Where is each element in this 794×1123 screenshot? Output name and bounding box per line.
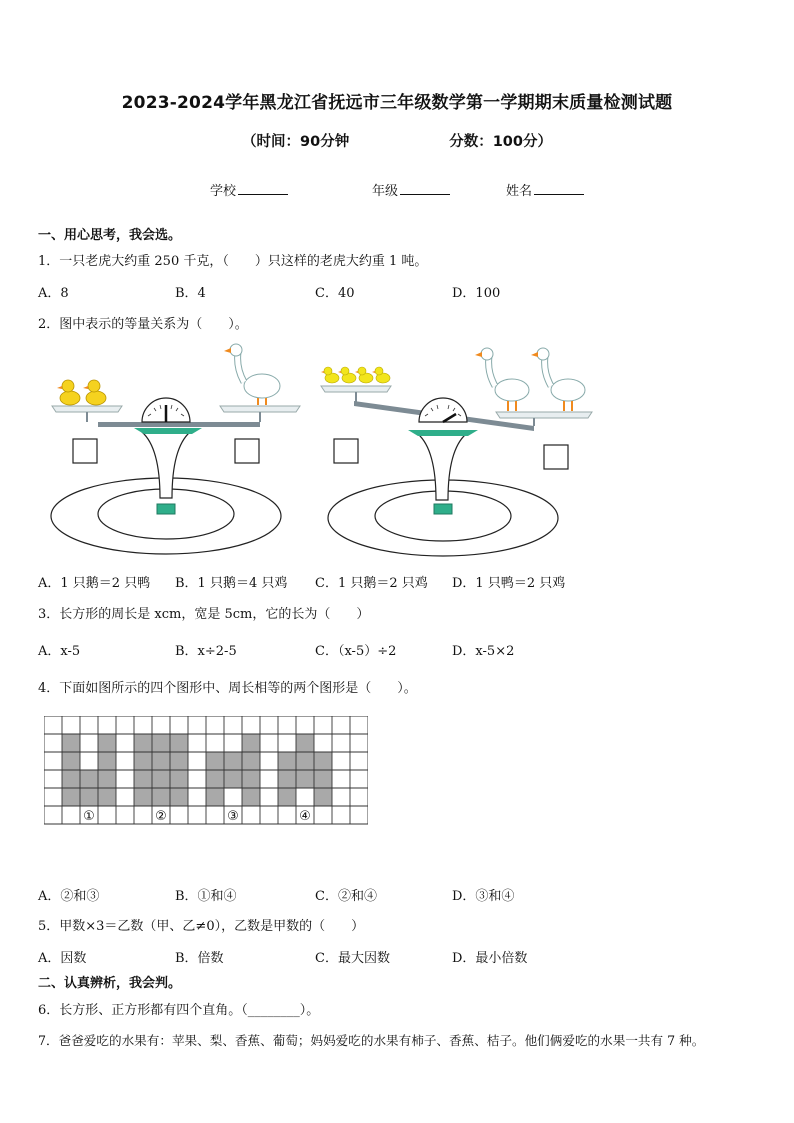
shaded-cell [242,734,260,752]
question-3: 3．长方形的周长是 xcm，宽是 5cm，它的长为（ ） [38,607,370,622]
chick-icon [355,367,373,383]
q1-option-a[interactable]: A．8 [38,286,69,301]
question-1: 1．一只老虎大约重 250 千克，（ ）只这样的老虎大约重 1 吨。 [38,254,428,269]
shape-label: ② [155,809,167,824]
q1-option-c[interactable]: C．40 [315,286,355,301]
q5-option-a[interactable]: A．因数 [38,951,87,966]
shaded-cell [314,752,332,770]
grade-field: 年级 [372,180,450,199]
shaded-cell [98,770,116,788]
q1-option-b[interactable]: B．4 [175,286,206,301]
q3-option-c[interactable]: C．（x-5）÷2 [315,644,397,659]
page-title: 2023-2024学年黑龙江省抚远市三年级数学第一学期期末质量检测试题 [121,93,673,113]
shaded-cell [314,770,332,788]
exam-meta [0,130,794,151]
shape-label: ① [83,809,95,824]
shaded-cell [242,752,260,770]
goose-icon [475,348,529,411]
chick-icon [372,367,390,383]
q3-option-d[interactable]: D．x-5×2 [452,644,515,659]
q1-option-d[interactable]: D．100 [452,286,501,301]
shape-label: ③ [227,809,239,824]
q2-option-c[interactable]: C．1 只鹅＝2 只鸡 [315,576,428,591]
duck-icon [57,380,80,405]
q5-option-d[interactable]: D．最小倍数 [452,951,528,966]
q4-option-c[interactable]: C．②和④ [315,889,377,904]
shaded-cell [278,788,296,806]
shaded-cell [170,788,188,806]
chick-icon [338,367,356,383]
q2-option-d[interactable]: D．1 只鸭＝2 只鸡 [452,576,566,591]
grid-shapes-figure [44,716,368,832]
shaded-cell [152,734,170,752]
shaded-cell [98,752,116,770]
shaded-cell [278,770,296,788]
q4-option-a[interactable]: A．②和③ [38,889,100,904]
answer-box [73,439,97,463]
shaded-cell [62,734,80,752]
shaded-cell [98,734,116,752]
shaded-cell [152,752,170,770]
shaded-cell [134,734,152,752]
shaded-cell [242,770,260,788]
question-2: 2．图中表示的等量关系为（ ）。 [38,317,248,332]
shaded-cell [80,770,98,788]
question-6: 6．长方形、正方形都有四个直角。（________）。 [38,1003,320,1018]
balance-scales-figure [38,338,598,560]
q2-option-a[interactable]: A．1 只鹅＝2 只鸭 [38,576,151,591]
shaded-cell [206,770,224,788]
shaded-cell [296,734,314,752]
right-scale [321,348,592,556]
shape-label: ④ [299,809,311,824]
shaded-cell [224,770,242,788]
q3-option-a[interactable]: A．x-5 [38,644,81,659]
section-one-heading: 一、用心思考，我会选。 [38,228,182,243]
shaded-cell [62,752,80,770]
shaded-cell [170,734,188,752]
name-field: 姓名 [506,180,584,199]
school-field: 学校 [210,180,288,199]
shaded-cell [206,788,224,806]
shaded-cell [134,752,152,770]
chick-icon [321,367,339,383]
shaded-cell [170,770,188,788]
shaded-cell [170,752,188,770]
duck-icon [83,380,106,405]
shaded-cell [62,788,80,806]
shaded-cell [296,770,314,788]
shaded-cell [242,788,260,806]
question-4: 4．下面如图所示的四个图形中、周长相等的两个图形是（ ）。 [38,681,417,696]
answer-box [544,445,568,469]
question-7: 7．爸爸爱吃的水果有：苹果、梨、香蕉、葡萄；妈妈爱吃的水果有柿子、香蕉、桔子。他们俩爱吃的水果一共有 7 种。 [38,1033,705,1048]
shaded-cell [134,770,152,788]
shaded-cell [314,788,332,806]
goose-icon [531,348,585,411]
shaded-cell [80,788,98,806]
shaded-cell [296,752,314,770]
score-label: 分数：100分） [449,134,552,150]
answer-box [334,439,358,463]
left-scale [51,344,300,554]
shaded-cell [62,770,80,788]
q5-option-c[interactable]: C．最大因数 [315,951,390,966]
time-label: （时间：90分钟 [242,134,350,150]
answer-box [235,439,259,463]
q5-option-b[interactable]: B．倍数 [175,951,224,966]
shaded-cell [152,770,170,788]
shaded-cell [152,788,170,806]
shaded-cell [206,752,224,770]
shaded-cell [134,788,152,806]
question-5: 5．甲数×3＝乙数（甲、乙≠0），乙数是甲数的（ ） [38,919,365,934]
q4-option-d[interactable]: D．③和④ [452,889,515,904]
q4-option-b[interactable]: B．①和④ [175,889,237,904]
q2-option-b[interactable]: B．1 只鹅＝4 只鸡 [175,576,288,591]
q3-option-b[interactable]: B．x÷2-5 [175,644,237,659]
goose-icon [224,344,280,405]
section-two-heading: 二、认真辨析，我会判。 [38,976,182,991]
shaded-cell [98,788,116,806]
shaded-cell [224,752,242,770]
shaded-cell [278,752,296,770]
